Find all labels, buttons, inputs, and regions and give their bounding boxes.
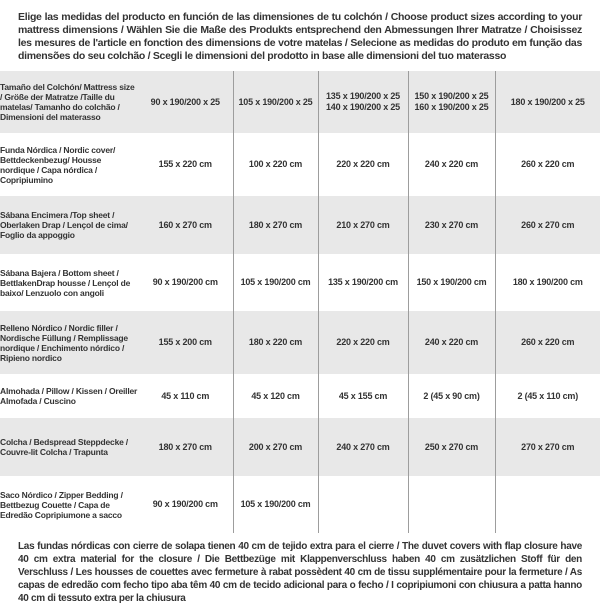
size-cell: 90 x 190/200 cm [152, 277, 218, 287]
size-cell: 135 x 190/200 x 25 140 x 190/200 x 25 [318, 71, 408, 133]
product-label: Tamaño del Colchón/ Mattress size / Größe der Matratze /Taille du matelas/ Tamanho do colchão / Dimensioni del materasso [0, 82, 135, 122]
size-cell: 260 x 270 cm [495, 196, 600, 254]
size-cell: 155 x 220 cm [158, 159, 212, 169]
size-cell: 160 x 270 cm [158, 219, 212, 230]
size-cell: 180 x 220 cm [233, 311, 318, 374]
size-cell: 220 x 220 cm [318, 311, 408, 374]
size-cell: 270 x 270 cm [495, 418, 600, 476]
product-label: Saco Nórdico / Zipper Bedding / Bettbezug Couette / Capa de Edredão Copripiumone a sacco [0, 489, 123, 520]
size-cell: 260 x 220 cm [495, 133, 600, 196]
size-cell: 135 x 190/200 cm [318, 254, 408, 311]
size-cell: 240 x 270 cm [318, 418, 408, 476]
product-label: Colcha / Bedspread Steppdecke / Couvre-lit Colcha / Trapunta [0, 437, 128, 457]
flap-closure-note: Las fundas nórdicas con cierre de solapa tienen 40 cm de tejido extra para el cierre / The duvet covers with flap closure have 40 cm extra material for the closure / Die Bettbezüge mit Klappenverschluss haben 40 cm zusätzlichen Stoff für den Verschluss / Les housses de couettes avec fermeture à rabat possèdent 40 cm de tissu supplémentaire pour la fermeture / As capas de edredão com fecho tipo aba têm 40 cm de tecido adicional para o fecho / I copripiumoni con chiusura a patta hanno 40 cm di tessuto extra per la chiusura [18, 541, 582, 604]
product-size-table [0, 71, 600, 533]
size-cell: 105 x 190/200 cm [233, 476, 318, 533]
size-cell: 210 x 270 cm [318, 196, 408, 254]
size-cell: 180 x 270 cm [158, 441, 212, 452]
size-cell [318, 476, 408, 533]
size-cell: 230 x 270 cm [408, 196, 495, 254]
product-label: Sábana Bajera / Bottom sheet / BettlakenDrap housse / Lençol de baixo/ Lenzuolo con angoli [0, 267, 131, 298]
size-cell: 200 x 270 cm [233, 418, 318, 476]
row-duvet-cover [0, 133, 600, 196]
product-label: Funda Nórdica / Nordic cover/ Bettdeckenbezug/ Housse nordique / Capa nórdica / Copripiumino [0, 144, 116, 185]
size-cell: 150 x 190/200 x 25 160 x 190/200 x 25 [408, 71, 495, 133]
size-cell: 2 (45 x 90 cm) [408, 374, 495, 418]
size-cell: 220 x 220 cm [318, 133, 408, 196]
row-zipper-bedding [0, 476, 600, 533]
size-cell: 45 x 110 cm [161, 390, 210, 401]
row-bottom-sheet [0, 254, 600, 311]
size-cell: 90 x 190/200 cm [152, 499, 218, 509]
row-bedspread [0, 418, 600, 476]
size-cell: 180 x 270 cm [233, 196, 318, 254]
size-cell [408, 476, 495, 533]
size-cell: 150 x 190/200 cm [408, 254, 495, 311]
size-cell: 240 x 220 cm [408, 133, 495, 196]
size-cell: 45 x 155 cm [318, 374, 408, 418]
product-label: Relleno Nórdico / Nordic filler / Nordische Füllung / Remplissage nordique / Enchimento nórdico / Ripieno nordico [0, 322, 128, 363]
size-cell: 45 x 120 cm [233, 374, 318, 418]
product-label: Sábana Encimera /Top sheet / Oberlaken Drap / Lençol de cima/ Foglio da appoggio [0, 210, 128, 240]
size-cell: 180 x 190/200 x 25 [495, 71, 600, 133]
size-cell: 260 x 220 cm [495, 311, 600, 374]
size-cell: 250 x 270 cm [408, 418, 495, 476]
row-pillow [0, 374, 600, 418]
row-nordic-filler [0, 311, 600, 374]
size-cell [495, 476, 600, 533]
size-cell: 105 x 190/200 cm [233, 254, 318, 311]
size-cell: 2 (45 x 110 cm) [495, 374, 600, 418]
size-cell: 90 x 190/200 x 25 [150, 96, 220, 107]
size-cell: 240 x 220 cm [408, 311, 495, 374]
size-cell: 105 x 190/200 x 25 [233, 71, 318, 133]
size-cell: 155 x 200 cm [158, 337, 212, 347]
intro-text: Elige las medidas del producto en función de las dimensiones de tu colchón / Choose product sizes according to your mattress dimensions / Wählen Sie die Maße des Produkts entsprechend den Abmessungen Ihrer Matratze / Choisissez les mesures de l'article en fonction des dimensions de votre matelas / Selecione as medidas do produto em função das dimensões do seu colchão / Scegli le dimensioni del prodotto in base alle dimensioni del tuo materasso [18, 11, 582, 62]
product-label: Almohada / Pillow / Kissen / Oreiller Almofada / Cuscino [0, 386, 138, 406]
row-mattress-size [0, 71, 600, 133]
row-top-sheet [0, 196, 600, 254]
size-cell: 100 x 220 cm [233, 133, 318, 196]
size-cell: 180 x 190/200 cm [495, 254, 600, 311]
